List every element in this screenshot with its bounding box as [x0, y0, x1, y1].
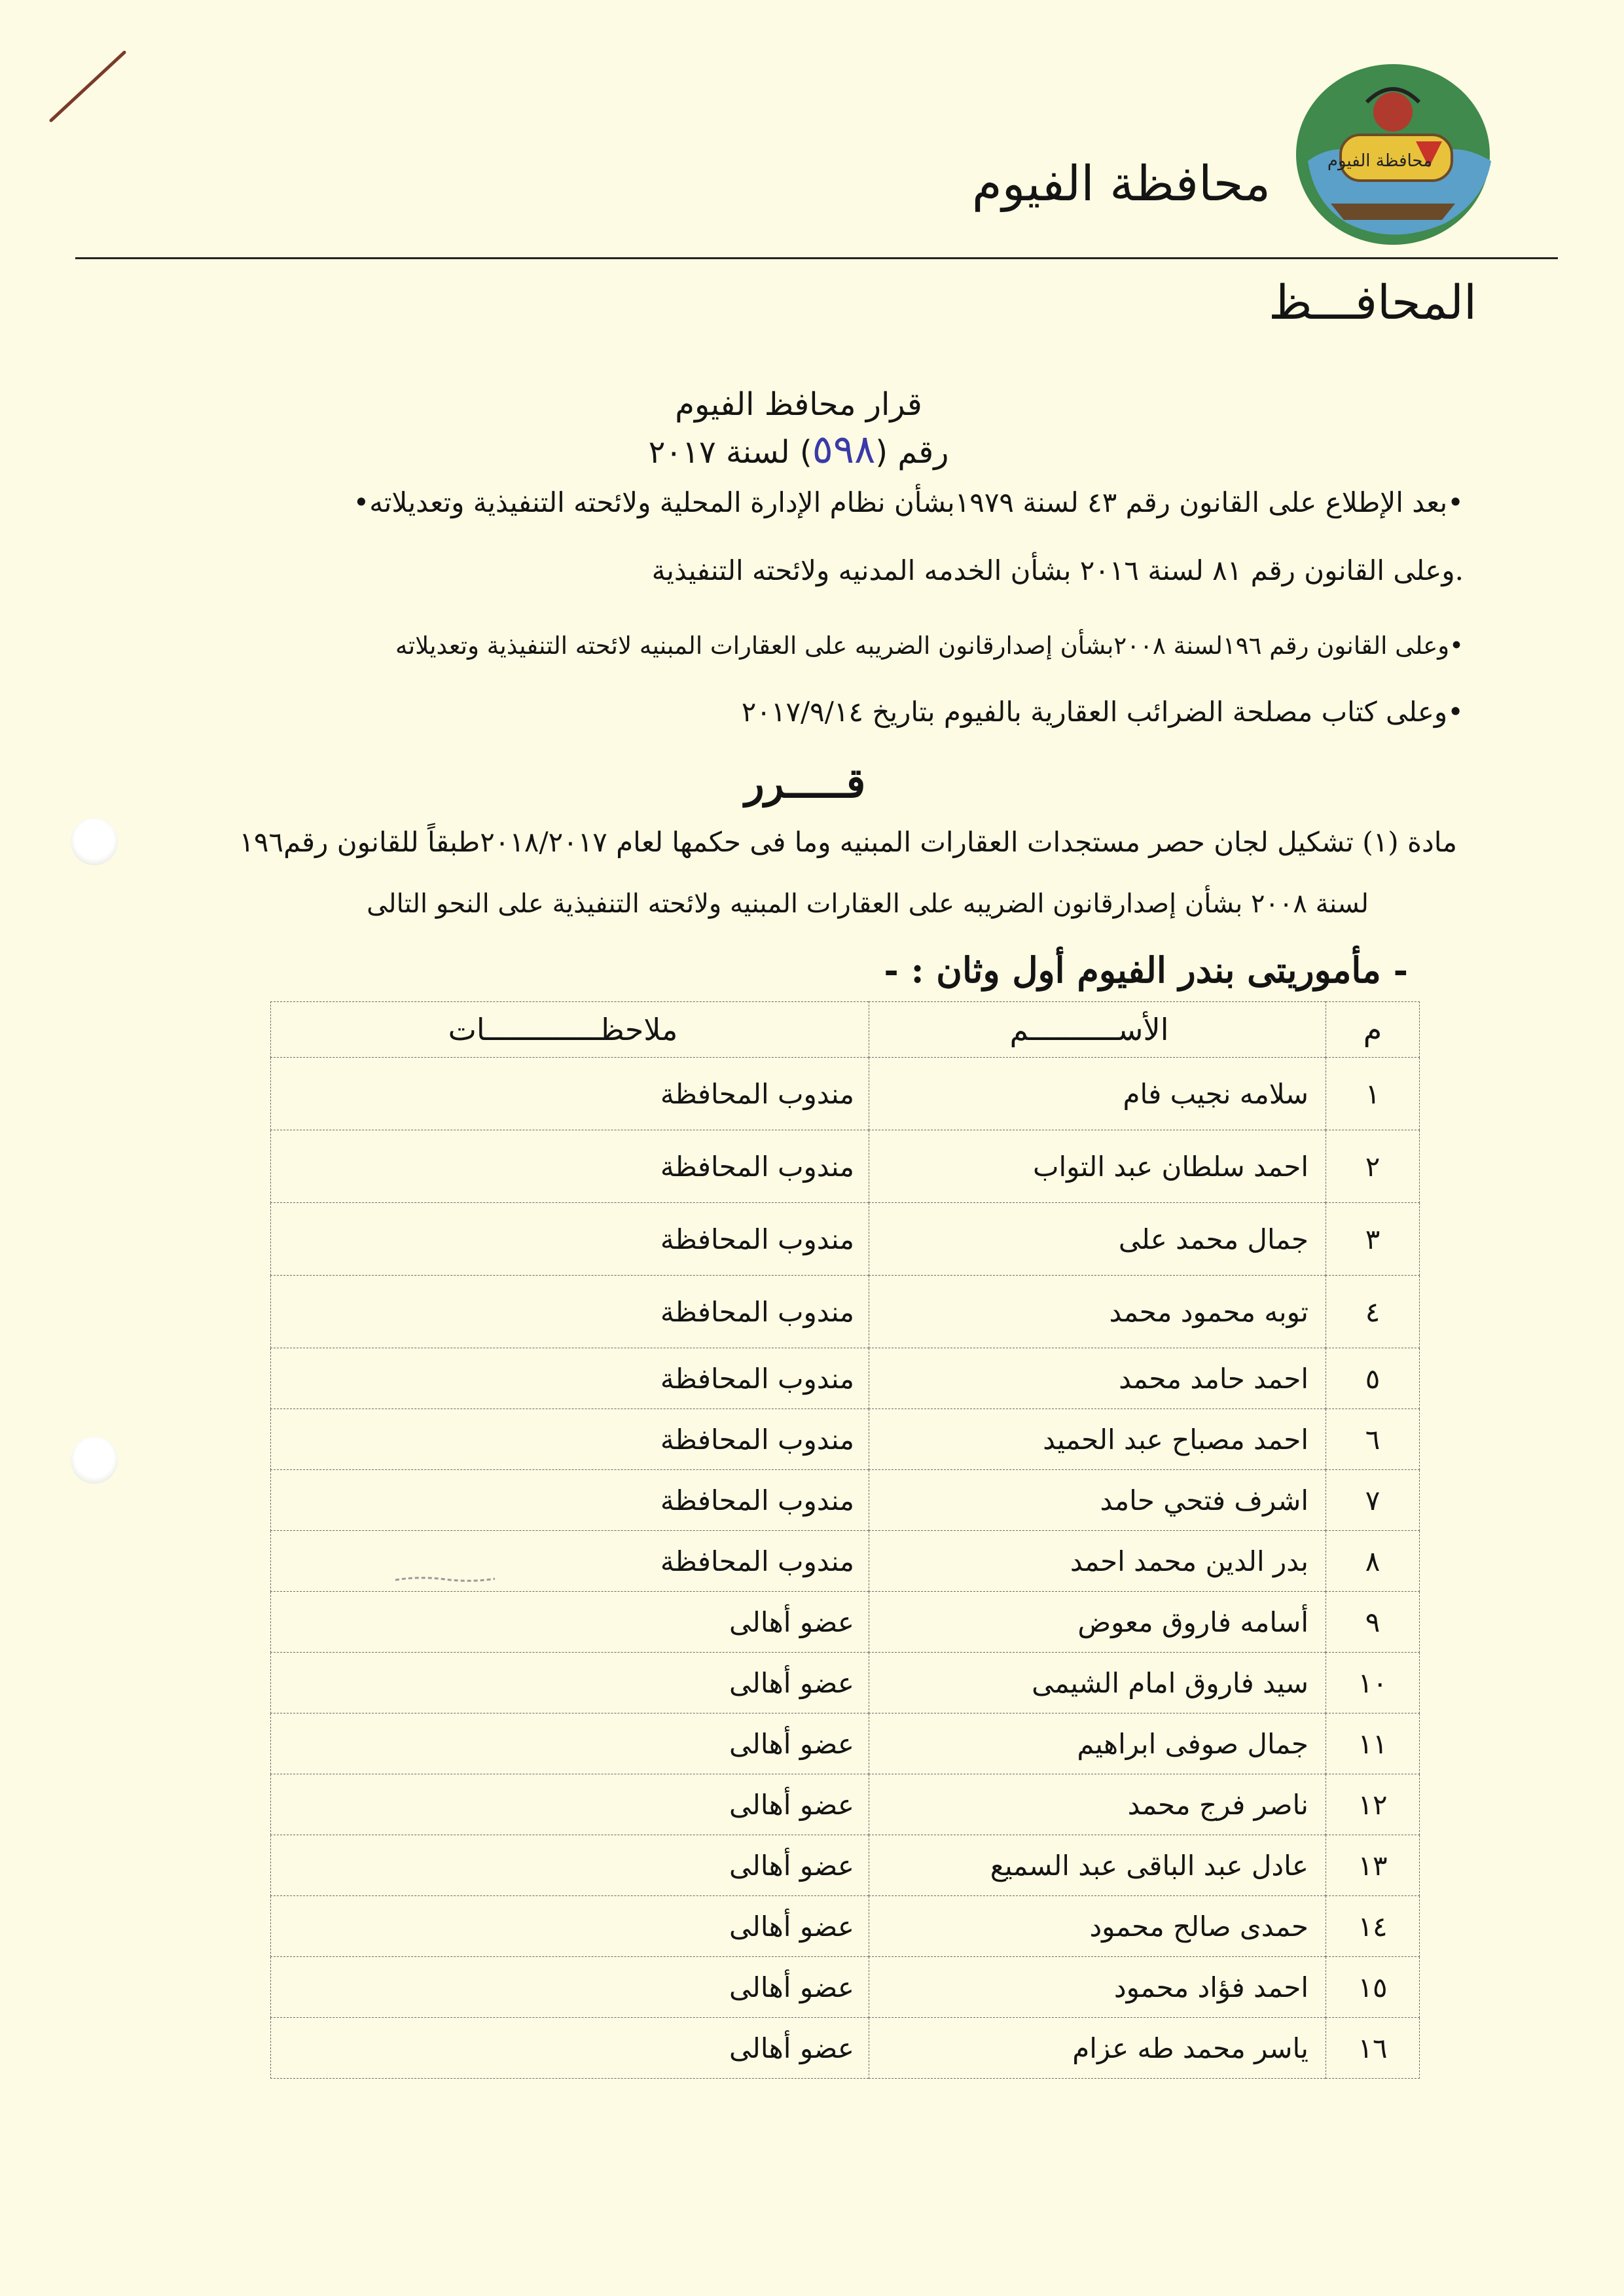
member-role: عضو أهالى [271, 1835, 869, 1896]
table-row [271, 1470, 1420, 1531]
member-name: اشرف فتحي حامد [869, 1470, 1326, 1531]
member-name: ياسر محمد طه عزام [869, 2018, 1326, 2079]
decree-title: قرار محافظ الفيوم [675, 386, 922, 423]
row-index: ١٥ [1326, 1957, 1420, 2018]
table-row [271, 1653, 1420, 1713]
member-name: توبه محمود محمد [869, 1276, 1326, 1348]
table-row [271, 1835, 1420, 1896]
table-row [271, 1592, 1420, 1653]
member-name: عادل عبد الباقى عبد السميع [869, 1835, 1326, 1896]
row-index: ٤ [1326, 1276, 1420, 1348]
decree-number-suffix: ) لسنة ٢٠١٧ [648, 434, 812, 471]
row-index: ١٦ [1326, 2018, 1420, 2079]
header-name: الأســــــــــم [869, 1002, 1326, 1058]
recital: •وعلى القانون رقم ١٩٦لسنة ٢٠٠٨بشأن إصدارقانون الضريبه على العقارات المبنيه لائحته التنفيذية وتعديلاته [395, 632, 1464, 660]
table-row [271, 1058, 1420, 1130]
member-role: عضو أهالى [271, 1713, 869, 1774]
table-row [271, 1409, 1420, 1470]
row-index: ٧ [1326, 1470, 1420, 1531]
member-name: احمد سلطان عبد التواب [869, 1130, 1326, 1203]
table-row [271, 1957, 1420, 2018]
member-name: حمدى صالح محمود [869, 1896, 1326, 1957]
table-row [271, 2018, 1420, 2079]
row-index: ١١ [1326, 1713, 1420, 1774]
member-role: عضو أهالى [271, 1774, 869, 1835]
decided-heading: قـــــرر [744, 759, 866, 807]
member-name: أسامه فاروق معوض [869, 1592, 1326, 1653]
member-role: مندوب المحافظة [271, 1348, 869, 1409]
punch-hole [71, 1437, 118, 1484]
recital: .وعلى القانون رقم ٨١ لسنة ٢٠١٦ بشأن الخدمه المدنيه ولائحته التنفيذية [651, 554, 1464, 586]
article-1-text: مادة (١) تشكيل لجان حصر مستجدات العقارات المبنيه وما فى حكمها لعام ٢٠١٨/٢٠١٧طبقاً للقانون رقم١٩٦ [239, 826, 1457, 858]
member-role: عضو أهالى [271, 1957, 869, 2018]
member-role: عضو أهالى [271, 1896, 869, 1957]
ink-smudge [393, 1574, 497, 1585]
member-name: احمد فؤاد محمود [869, 1957, 1326, 2018]
table-row [271, 1896, 1420, 1957]
recital: •بعد الإطلاع على القانون رقم ٤٣ لسنة ١٩٧٩بشأن نظام الإدارة المحلية ولائحته التنفيذية وتعديلاته• [353, 486, 1464, 518]
member-role: عضو أهالى [271, 1653, 869, 1713]
table-row [271, 1713, 1420, 1774]
header-divider [75, 257, 1558, 259]
member-name: احمد مصباح عبد الحميد [869, 1409, 1326, 1470]
governorate-name: محافظة الفيوم [971, 156, 1271, 212]
member-role: مندوب المحافظة [271, 1058, 869, 1130]
governorate-emblem-logo [1295, 63, 1498, 246]
member-name: سيد فاروق امام الشيمى [869, 1653, 1326, 1713]
row-index: ٦ [1326, 1409, 1420, 1470]
pen-stroke-mark [46, 47, 131, 126]
member-name: ناصر فرج محمد [869, 1774, 1326, 1835]
row-index: ١٢ [1326, 1774, 1420, 1835]
header-index: م [1326, 1002, 1420, 1058]
decree-number-prefix: رقم ( [875, 434, 949, 471]
member-name: احمد حامد محمد [869, 1348, 1326, 1409]
row-index: ٣ [1326, 1203, 1420, 1276]
member-name: سلامه نجيب فام [869, 1058, 1326, 1130]
member-role: عضو أهالى [271, 1592, 869, 1653]
section-heading: - مأموريتى بندر الفيوم أول وثان : - [884, 949, 1408, 991]
member-role: عضو أهالى [271, 2018, 869, 2079]
member-role: مندوب المحافظة [271, 1276, 869, 1348]
committee-members-table [270, 1001, 1420, 2079]
header-notes: ملاحظـــــــــــــات [271, 1002, 869, 1058]
row-index: ٢ [1326, 1130, 1420, 1203]
row-index: ٥ [1326, 1348, 1420, 1409]
table-header-row [271, 1002, 1420, 1058]
office-title: المحافـــظ [1268, 275, 1477, 330]
svg-text:محافظة الفيوم: محافظة الفيوم [1327, 151, 1433, 171]
article-1-continuation: لسنة ٢٠٠٨ بشأن إصدارقانون الضريبه على العقارات المبنيه ولائحته التنفيذية على النحو التالى [367, 889, 1369, 919]
member-name: جمال محمد على [869, 1203, 1326, 1276]
table-row [271, 1774, 1420, 1835]
decree-number-handwritten: ٥٩٨ [812, 427, 876, 473]
row-index: ٩ [1326, 1592, 1420, 1653]
row-index: ١٣ [1326, 1835, 1420, 1896]
table-row [271, 1130, 1420, 1203]
row-index: ١ [1326, 1058, 1420, 1130]
table-row [271, 1348, 1420, 1409]
member-name: بدر الدين محمد احمد [869, 1531, 1326, 1592]
member-role: مندوب المحافظة [271, 1130, 869, 1203]
punch-hole [71, 818, 118, 865]
member-role: مندوب المحافظة [271, 1470, 869, 1531]
row-index: ١٤ [1326, 1896, 1420, 1957]
recital: •وعلى كتاب مصلحة الضرائب العقارية بالفيوم بتاريخ ٢٠١٧/٩/١٤ [741, 696, 1464, 728]
member-role: مندوب المحافظة [271, 1409, 869, 1470]
member-role: مندوب المحافظة [271, 1531, 869, 1592]
table-row [271, 1203, 1420, 1276]
member-name: جمال صوفى ابراهيم [869, 1713, 1326, 1774]
row-index: ١٠ [1326, 1653, 1420, 1713]
table-row [271, 1276, 1420, 1348]
row-index: ٨ [1326, 1531, 1420, 1592]
decree-number-line [576, 427, 1021, 473]
member-role: مندوب المحافظة [271, 1203, 869, 1276]
